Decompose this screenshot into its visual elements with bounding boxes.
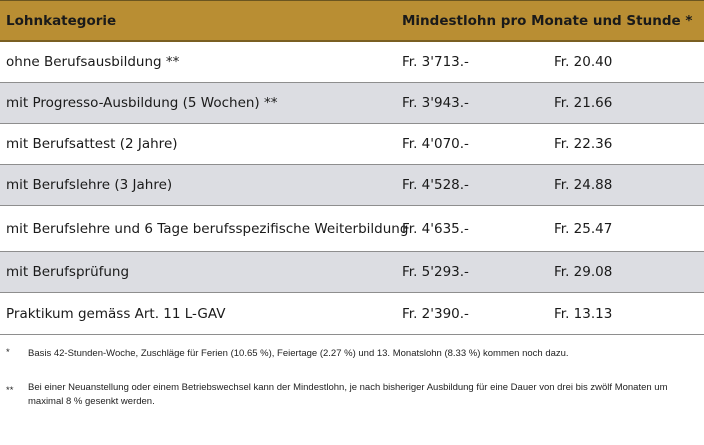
cell-hourly: Fr. 24.88 <box>554 177 613 193</box>
header-category: Lohnkategorie <box>6 12 117 29</box>
table-row <box>0 124 704 165</box>
table-row <box>0 206 704 252</box>
cell-hourly: Fr. 13.13 <box>554 305 613 322</box>
cell-monthly: Fr. 4'635.- <box>402 220 469 237</box>
footnote <box>0 347 704 361</box>
cell-monthly: Fr. 2'390.- <box>402 305 469 322</box>
cell-monthly: Fr. 4'528.- <box>402 177 469 193</box>
cell-monthly: Fr. 3'713.- <box>402 54 469 70</box>
cell-hourly: Fr. 29.08 <box>554 264 613 280</box>
table-row <box>0 252 704 293</box>
table-row <box>0 165 704 206</box>
cell-hourly: Fr. 25.47 <box>554 220 613 237</box>
cell-hourly: Fr. 21.66 <box>554 95 613 111</box>
cell-category: mit Progresso-Ausbildung (5 Wochen) ** <box>6 95 278 111</box>
cell-hourly: Fr. 20.40 <box>554 54 613 70</box>
cell-category: mit Berufsattest (2 Jahre) <box>6 136 178 152</box>
footnotes <box>0 335 704 409</box>
cell-category: Praktikum gemäss Art. 11 L-GAV <box>6 305 226 322</box>
header-wage: Mindestlohn pro Monate und Stunde * <box>402 12 693 29</box>
table-row <box>0 293 704 335</box>
cell-monthly: Fr. 3'943.- <box>402 95 469 111</box>
cell-monthly: Fr. 4'070.- <box>402 136 469 152</box>
table-row <box>0 42 704 83</box>
footnote-mark: * <box>6 347 10 358</box>
footnote-text: Bei einer Neuanstellung oder einem Betriebswechsel kann der Mindestlohn, je nach bisheriger Ausbildung für eine Dauer von drei bis zwölf Monaten um maximal 8 % gesenkt werden. <box>28 382 668 407</box>
cell-monthly: Fr. 5'293.- <box>402 264 469 280</box>
footnote <box>0 381 704 409</box>
cell-category: mit Berufsprüfung <box>6 264 130 280</box>
cell-category: ohne Berufsausbildung ** <box>6 54 180 70</box>
table-header <box>0 0 704 42</box>
cell-category: mit Berufslehre (3 Jahre) <box>6 177 173 193</box>
footnote-text: Basis 42-Stunden-Woche, Zuschläge für Ferien (10.65 %), Feiertage (2.27 %) und 13. Monatslohn (8.33 %) kommen noch dazu. <box>28 348 569 359</box>
cell-hourly: Fr. 22.36 <box>554 136 613 152</box>
table-row <box>0 83 704 124</box>
footnote-mark: ** <box>6 385 14 396</box>
cell-category: mit Berufslehre und 6 Tage berufsspezifische Weiterbildung <box>6 220 409 237</box>
